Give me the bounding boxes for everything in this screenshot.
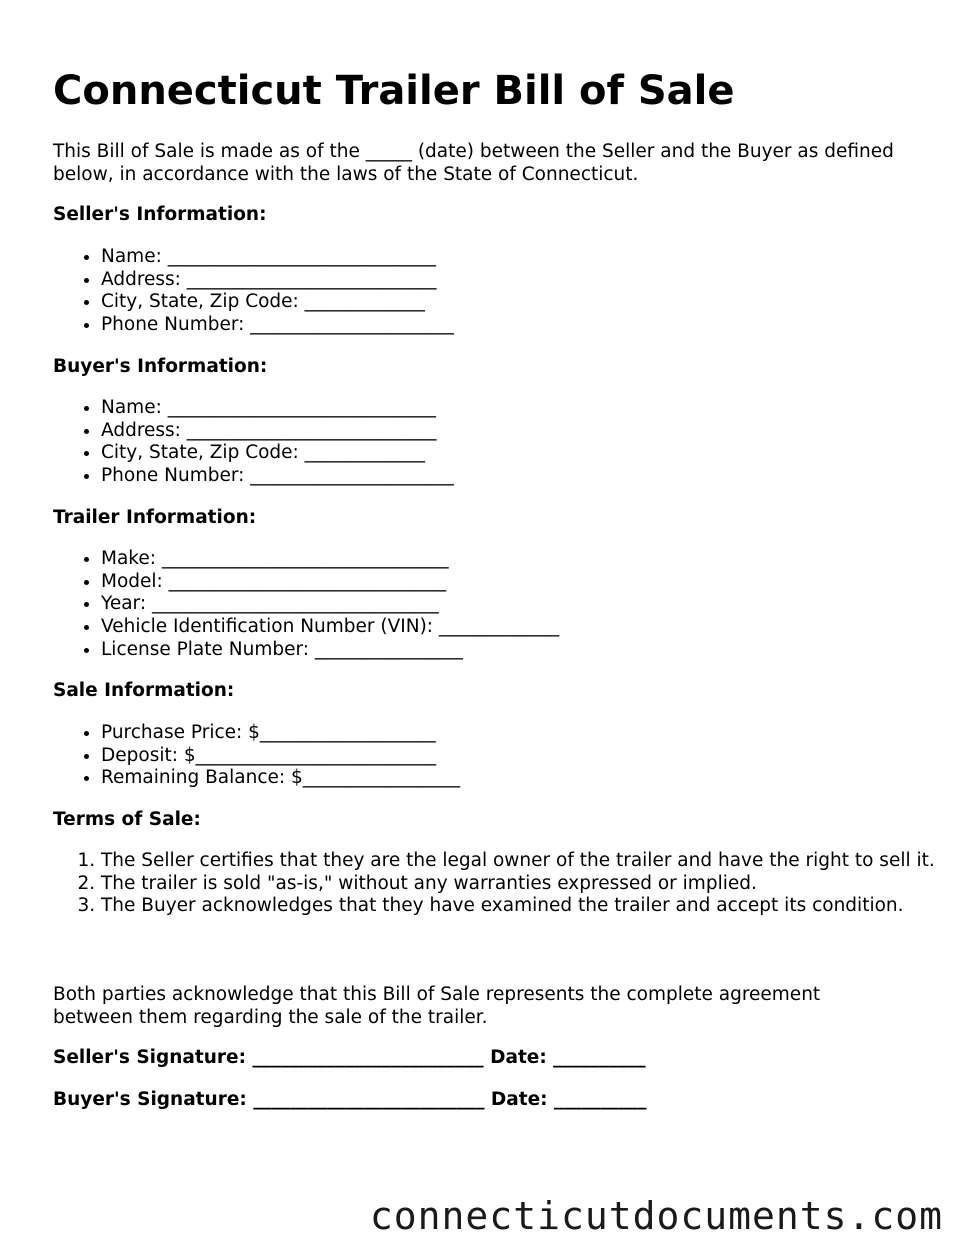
terms-list — [53, 850, 941, 918]
seller-signature-line: Seller's Signature: _________________________ Date: __________ — [53, 1047, 646, 1068]
seller-heading: Seller's Information: — [53, 204, 267, 225]
seller-name-field: • Name: _____________________________ — [101, 246, 454, 269]
buyer-name-field: • Name: _____________________________ — [101, 397, 454, 420]
seller-phone-field: • Phone Number: ______________________ — [101, 314, 454, 337]
trailer-model-field: • Model: ______________________________ — [101, 571, 559, 594]
terms-heading: Terms of Sale: — [53, 809, 201, 830]
seller-fields-list — [53, 246, 454, 337]
purchase-price-field: • Purchase Price: $___________________ — [101, 722, 460, 745]
trailer-heading: Trailer Information: — [53, 507, 257, 528]
document-title: Connecticut Trailer Bill of Sale — [53, 68, 735, 114]
intro-paragraph: This Bill of Sale is made as of the _____ (date) between the Seller and the Buyer as defined below, in accordance with the laws of the State of Connecticut. — [53, 141, 894, 185]
sale-fields-list — [53, 722, 460, 790]
trailer-year-field: • Year: _______________________________ — [101, 593, 559, 616]
seller-city-state-zip-field: • City, State, Zip Code: _____________ — [101, 291, 454, 314]
buyer-heading: Buyer's Information: — [53, 356, 268, 377]
closing-paragraph: Both parties acknowledge that this Bill of Sale represents the complete agreement between them regarding the sale of the trailer. — [53, 984, 821, 1028]
seller-address-field: • Address: ___________________________ — [101, 269, 454, 292]
buyer-fields-list — [53, 397, 454, 488]
site-watermark: connecticutdocuments.com — [369, 1194, 943, 1238]
buyer-phone-field: • Phone Number: ______________________ — [101, 465, 454, 488]
deposit-field: • Deposit: $__________________________ — [101, 745, 460, 768]
term-item: 2. The trailer is sold "as-is," without any warranties expressed or implied. — [101, 873, 941, 896]
buyer-city-state-zip-field: • City, State, Zip Code: _____________ — [101, 442, 454, 465]
trailer-plate-field: • License Plate Number: ________________ — [101, 639, 559, 662]
term-item: 1. The Seller certifies that they are the legal owner of the trailer and have the right to sell it. — [101, 850, 941, 873]
remaining-balance-field: • Remaining Balance: $_________________ — [101, 767, 460, 790]
trailer-fields-list — [53, 548, 559, 662]
trailer-make-field: • Make: _______________________________ — [101, 548, 559, 571]
term-item: 3. The Buyer acknowledges that they have examined the trailer and accept its condition. — [101, 895, 941, 918]
buyer-signature-line: Buyer's Signature: _________________________ Date: __________ — [53, 1089, 647, 1110]
buyer-address-field: • Address: ___________________________ — [101, 420, 454, 443]
trailer-vin-field: • Vehicle Identification Number (VIN): _____________ — [101, 616, 559, 639]
sale-heading: Sale Information: — [53, 680, 235, 701]
